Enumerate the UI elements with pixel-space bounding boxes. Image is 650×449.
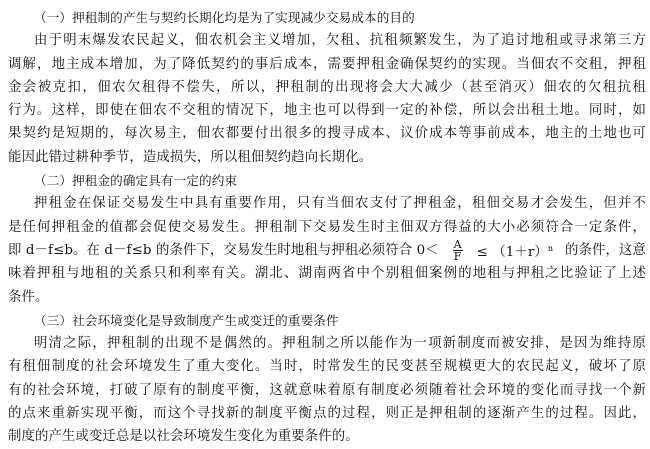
paragraph-line: 条件。 [8, 289, 49, 305]
paragraph-line: 有的社会环境，打破了原有的制度平衡，这就意味着原有制度必须随着社会环境的变化而寻找一个新 [8, 382, 646, 398]
section-heading-3: （三）社会环境变化是导致制度产生或变迁的重要条件 [34, 312, 339, 328]
fraction-numerator: A [453, 238, 462, 252]
paragraph-line: 调解，地主成本增加，为了降低契约的事后成本，需要押租金确保契约的实现。当佃农不交租，押租 [8, 56, 646, 72]
fraction [453, 239, 463, 262]
paragraph-line: 明清之际，押租制的出现不是偶然的。押租制之所以能作为一项新制度而被安排，是因为维持原 [34, 336, 646, 352]
paragraph-line: 由于明末爆发农民起义，佃农机会主义增加，欠租、抗租频繁发生，为了追讨地租或寻求第三方 [34, 33, 646, 49]
paragraph-line: 金会被克扣，佃农欠租得不偿失，所以，押租制的出现将会大大减少（甚至消灭）佃农的欠租抗租 [8, 79, 646, 95]
formula-text-middle [477, 239, 554, 262]
formula-text-after: 的条件，这意 [565, 242, 646, 258]
section-heading-1: （一）押租制的产生与契约长期化均是为了实现减少交易成本的目的 [34, 10, 415, 25]
paragraph-line: 押租金在保证交易发生中具有重要作用，只有当佃农支付了押租金，租佃交易才会发生，但并不 [34, 196, 646, 212]
paragraph-line: 制度的产生或变迁总是以社会环境发生变化为重要条件的。 [8, 429, 359, 445]
paragraph-line: 的点来重新实现平衡，而这个寻找新的制度平衡点的过程，则正是押租制的逐渐产生的过程。因此， [8, 406, 646, 422]
paragraph-line: 果契约是短期的，每次易主，佃农都要付出很多的搜寻成本、议价成本等事前成本，地主的土地也可 [8, 126, 646, 142]
paragraph-line: 是任何押租金的值都会促使交易发生。押租制下交易发生时主佃双方得益的大小必须符合一定条件， [8, 219, 646, 235]
formula-line [8, 239, 646, 262]
formula-text-before: 即 d－f≤b。在 d－f≤b 的条件下，交易发生时地租与押租必须符合 0＜ [8, 242, 439, 258]
paragraph-line: 味着押租与地租的关系只和利率有关。湖北、湖南两省中个别租佃案例的地租与押租之比验证了上述 [8, 266, 646, 282]
paragraph-line: 能因此错过耕种季节，造成损失，所以租佃契约趋向长期化。 [8, 149, 373, 165]
fraction-denominator: F [453, 250, 462, 263]
formula-inequality: ≤ （1＋r） [476, 244, 548, 260]
section-heading-2: （二）押租金的确定具有一定的约束 [34, 173, 238, 189]
formula-exponent: n [547, 243, 554, 253]
paragraph-line: 行为。这样，即使在佃农不交租的情况下，地主也可以得到一定的补偿，所以会出租土地。同时，如 [8, 103, 646, 119]
paragraph-line: 有租佃制度的社会环境发生了重大变化。当时，时常发生的民变甚至规模更大的农民起义，破坏了原 [8, 359, 646, 375]
